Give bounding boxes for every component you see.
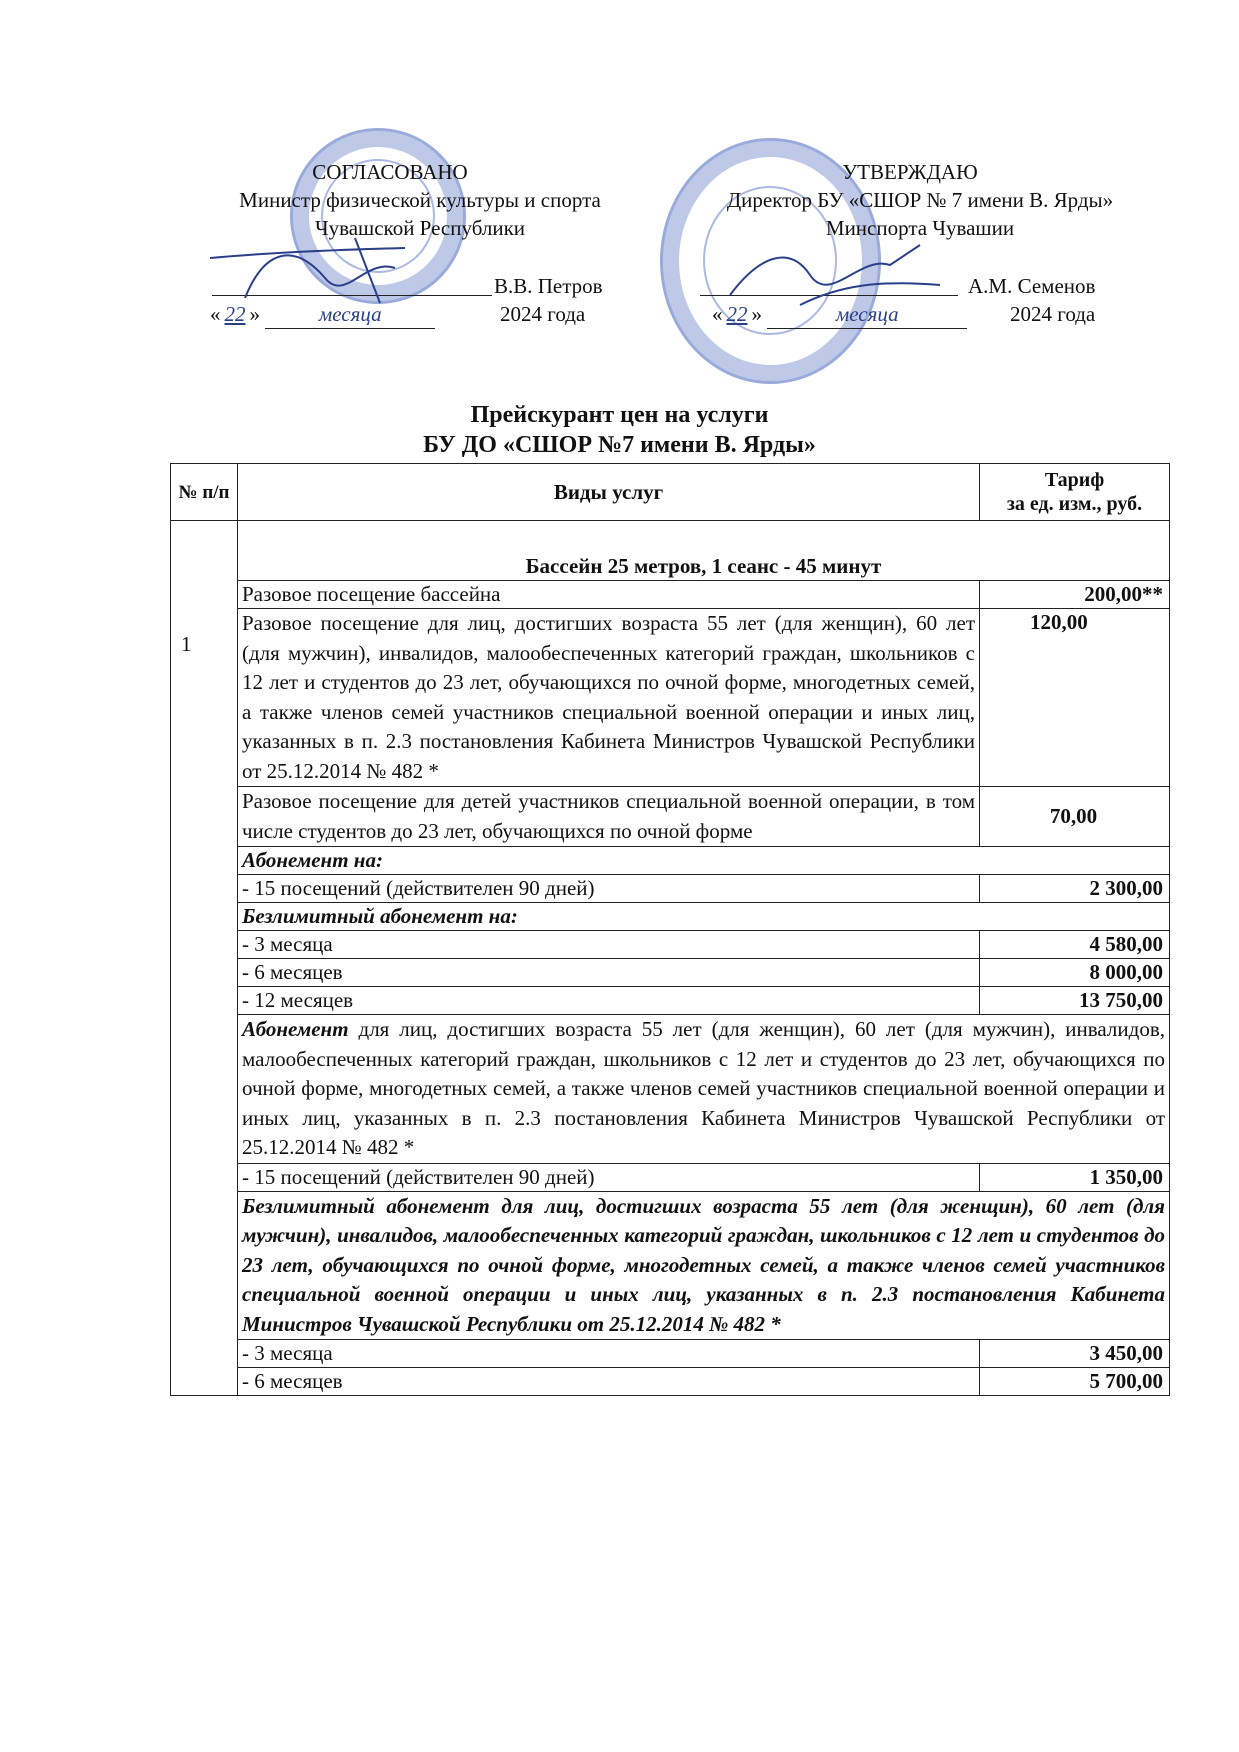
left-date-open: «	[210, 302, 221, 326]
left-signature	[205, 228, 465, 308]
left-date	[210, 300, 435, 329]
document-title: Прейскурант цен на услуги	[470, 402, 769, 428]
service-cell: - 15 посещений (действителен 90 дней)	[238, 875, 980, 903]
table-row	[171, 931, 1170, 959]
price-cell: 4 580,00	[980, 931, 1170, 959]
price-cell: 3 450,00	[980, 1340, 1170, 1368]
section-title: Бассейн 25 метров, 1 сеанс - 45 минут	[238, 521, 1170, 581]
table-row	[171, 581, 1170, 609]
service-cell: Разовое посещение для детей участников специальной военной операции, в том числе студентов до 23 лет, обучающихся по очной форме	[238, 787, 980, 847]
right-approval-position: Директор БУ «СШОР № 7 имени В. Ярды»	[726, 188, 1114, 212]
service-cell: - 12 месяцев	[238, 987, 980, 1015]
left-date-day: 22	[224, 302, 246, 326]
left-approval-position: Министр физической культуры и спорта	[239, 188, 601, 212]
right-approval-heading: УТВЕРЖДАЮ	[842, 160, 978, 184]
price-cell: 5 700,00	[980, 1368, 1170, 1396]
row-number: 1	[171, 521, 238, 1396]
table-row	[171, 875, 1170, 903]
left-date-close: »	[249, 302, 260, 326]
right-date-close: »	[751, 302, 762, 326]
header-tariff-line2: за ед. изм., руб.	[1006, 493, 1143, 515]
service-cell: - 6 месяцев	[238, 1368, 980, 1396]
right-date-month: месяца	[767, 300, 967, 329]
document-subtitle: БУ ДО «СШОР №7 имени В. Ярды»	[423, 432, 816, 458]
table-row	[171, 987, 1170, 1015]
service-cell	[238, 1015, 1170, 1164]
right-date-year: 2024 года	[1010, 302, 1096, 326]
table-row	[171, 903, 1170, 931]
service-cell: - 6 месяцев	[238, 959, 980, 987]
table-header-row	[171, 464, 1170, 521]
table-row	[171, 959, 1170, 987]
table-row	[171, 1340, 1170, 1368]
left-approver-name: В.В. Петров	[494, 274, 603, 298]
service-bold-lead: Абонемент	[242, 1017, 349, 1041]
right-date-day: 22	[726, 302, 748, 326]
right-approver-name: А.М. Семенов	[968, 274, 1096, 298]
header-tariff	[980, 464, 1170, 521]
table-row	[171, 847, 1170, 875]
header-num: № п/п	[171, 464, 238, 521]
table-row	[171, 1163, 1170, 1191]
section-row	[171, 521, 1170, 581]
table-row	[171, 609, 1170, 787]
service-cell: Абонемент на:	[238, 847, 1170, 875]
service-cell: - 3 месяца	[238, 931, 980, 959]
service-cell: Безлимитный абонемент на:	[238, 903, 1170, 931]
left-approval-position-2: Чувашской Республики	[314, 216, 526, 240]
price-cell: 1 350,00	[980, 1163, 1170, 1191]
left-approval-heading: СОГЛАСОВАНО	[312, 160, 468, 184]
price-cell: 200,00**	[980, 581, 1170, 609]
left-date-year: 2024 года	[500, 302, 586, 326]
service-cell: - 3 месяца	[238, 1340, 980, 1368]
header-service: Виды услуг	[238, 464, 980, 521]
price-cell: 13 750,00	[980, 987, 1170, 1015]
price-cell: 8 000,00	[980, 959, 1170, 987]
service-cell: Разовое посещение для лиц, достигших возраста 55 лет (для женщин), 60 лет (для мужчин), инвалидов, малообеспеченных категорий граждан, школьников с 12 лет и студентов до 23 лет, обучающихся по очной форме, многодетных семей, а также членов семей участников специальной военной операции и иных лиц, указанных в п. 2.3 постановления Кабинета Министров Чувашской Республики от 25.12.2014 № 482 *	[238, 609, 980, 787]
price-table	[170, 463, 1170, 1396]
table-row	[171, 1191, 1170, 1340]
price-cell: 70,00	[980, 787, 1170, 847]
service-cell: Безлимитный абонемент для лиц, достигших возраста 55 лет (для женщин), 60 лет (для мужчин), инвалидов, малообеспеченных категорий граждан, школьников с 12 лет и студентов до 23 лет, обучающихся по очной форме, многодетных семей, а также членов семей участников специальной военной операции и иных лиц, указанных в п. 2.3 постановления Кабинета Министров Чувашской Республики от 25.12.2014 № 482 *	[238, 1191, 1170, 1340]
right-approval-position-2: Минспорта Чувашии	[825, 216, 1015, 240]
price-cell: 2 300,00	[980, 875, 1170, 903]
service-cell: Разовое посещение бассейна	[238, 581, 980, 609]
right-date	[712, 300, 967, 329]
left-date-month: месяца	[265, 300, 435, 329]
table-row	[171, 1015, 1170, 1164]
service-text: для лиц, достигших возраста 55 лет (для женщин), 60 лет (для мужчин), инвалидов, малообеспеченных категорий граждан, школьников с 12 лет и студентов до 23 лет, обучающихся по очной форме, многодетных семей, а также членов семей участников специальной военной операции и иных лиц, указанных в п. 2.3 постановления Кабинета Министров Чувашской Республики от 25.12.2014 № 482 *	[242, 1017, 1165, 1159]
header-tariff-line1: Тариф	[1044, 469, 1105, 491]
service-cell: - 15 посещений (действителен 90 дней)	[238, 1163, 980, 1191]
price-cell: 120,00	[980, 609, 1170, 787]
right-date-open: «	[712, 302, 723, 326]
table-row	[171, 1368, 1170, 1396]
table-row	[171, 787, 1170, 847]
